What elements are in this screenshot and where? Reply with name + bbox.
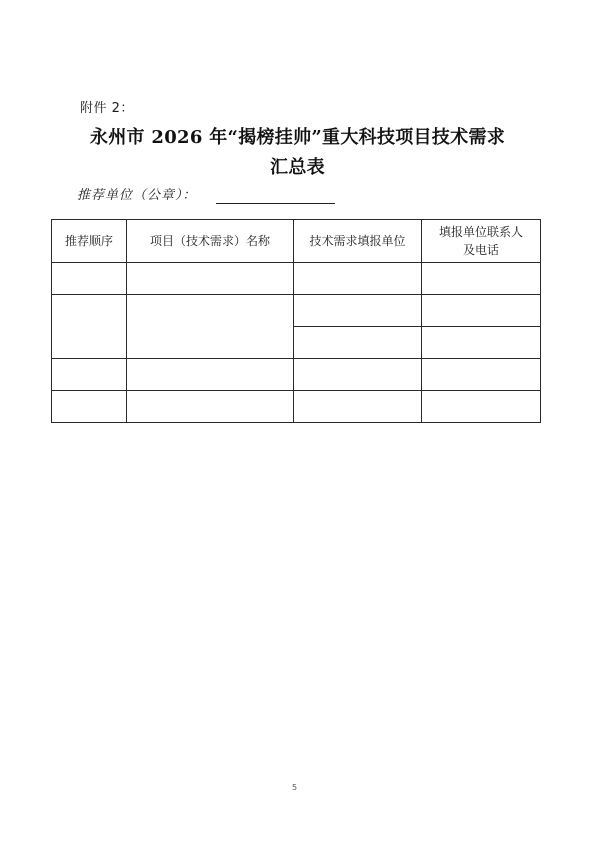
summary-table (51, 219, 541, 423)
table-cell (294, 391, 422, 423)
table-row (52, 295, 541, 327)
table-cell (422, 295, 541, 327)
table-cell (422, 391, 541, 423)
table-cell (294, 295, 422, 327)
table-row (52, 359, 541, 391)
table-cell (422, 327, 541, 359)
document-title-line-2: 汇总表 (270, 157, 325, 178)
table-header-row (52, 220, 541, 263)
header-recommend-order: 推荐顺序 (52, 220, 127, 263)
recommend-unit-blank-line (216, 203, 335, 204)
table-cell (422, 359, 541, 391)
document-title-line-1: 永州市 2026 年“揭榜挂帅”重大科技项目技术需求 (89, 127, 506, 148)
recommend-unit-label: 推荐单位（公章）： (77, 188, 197, 203)
table-row (52, 263, 541, 295)
table-cell (294, 359, 422, 391)
table-cell (52, 391, 127, 423)
table-cell (294, 263, 422, 295)
table-cell (52, 295, 127, 359)
table-cell (127, 263, 294, 295)
header-contact-phone: 填报单位联系人 及电话 (422, 220, 541, 263)
header-project-name: 项目（技术需求）名称 (127, 220, 294, 263)
table-cell (52, 263, 127, 295)
page-number: 5 (292, 783, 298, 792)
attachment-label: 附件 2： (80, 101, 134, 116)
header-filing-unit: 技术需求填报单位 (294, 220, 422, 263)
table-cell (52, 359, 127, 391)
table-cell (294, 327, 422, 359)
table-cell (127, 359, 294, 391)
table-cell (127, 391, 294, 423)
table-row (52, 391, 541, 423)
table-cell (127, 295, 294, 359)
table-cell (422, 263, 541, 295)
